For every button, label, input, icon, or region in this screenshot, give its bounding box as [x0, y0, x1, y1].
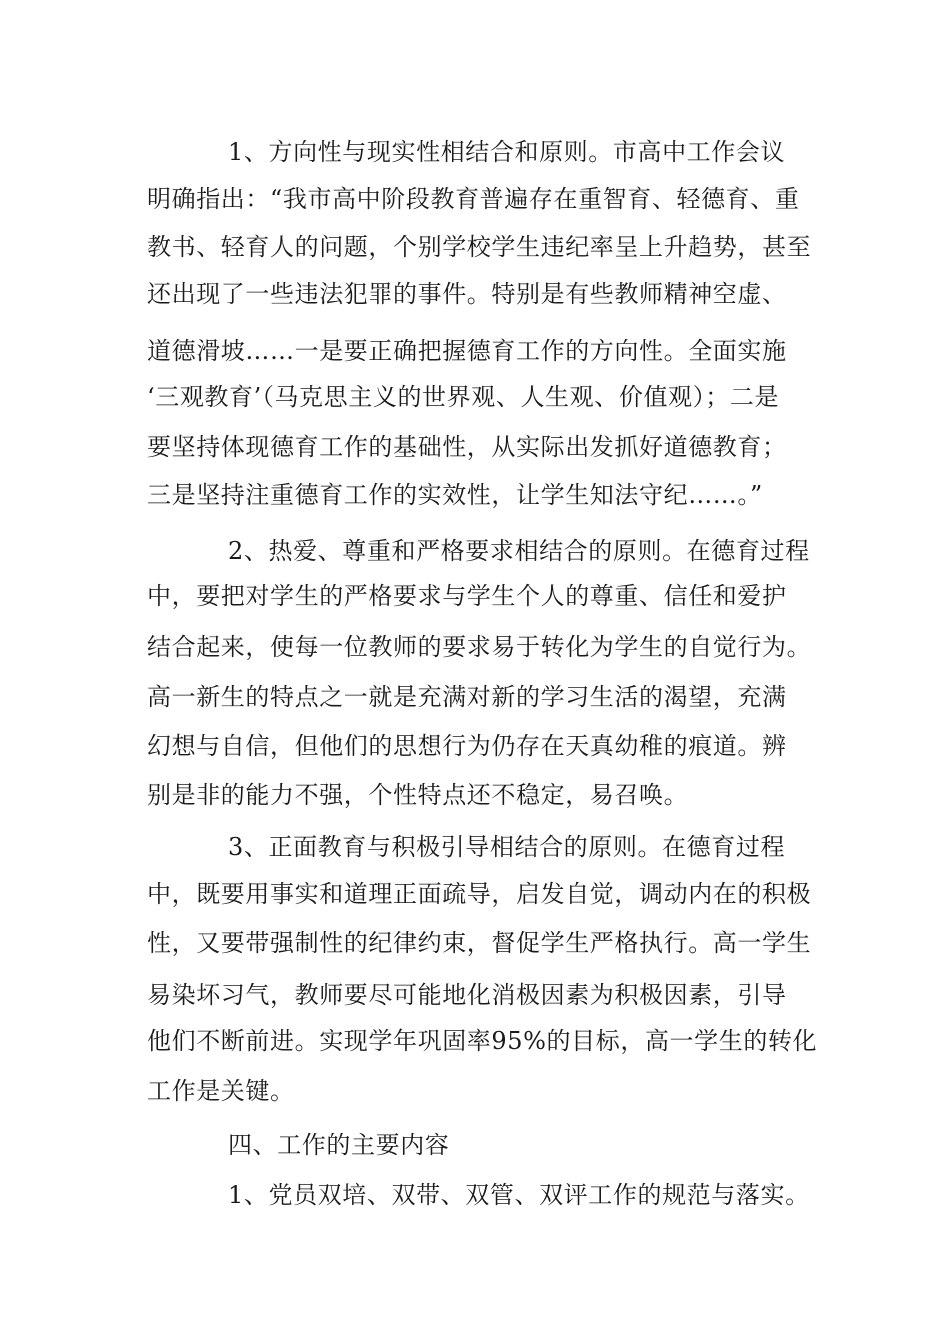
text-line: 他们不断前进。实现学年巩固率95%的目标，高一学生的转化: [147, 1027, 818, 1055]
text-line: 要坚持体现德育工作的基础性，从实际出发抓好道德教育；: [147, 433, 787, 461]
text-line: 中，既要用事实和道理正面疏导，启发自觉，调动内在的积极: [147, 880, 812, 908]
text-line: 别是非的能力不强，个性特点还不稳定，易召唤。: [147, 781, 689, 809]
text-line: 高一新生的特点之一就是充满对新的学习生活的渴望，充满: [147, 683, 787, 711]
text-line: 3、正面教育与积极引导相结合的原则。在德育过程: [228, 833, 786, 861]
text-line: 中，要把对学生的严格要求与学生个人的尊重、信任和爱护: [147, 582, 787, 610]
text-line: 教书、轻育人的问题，个别学校学生违纪率呈上升趋势，甚至: [147, 233, 812, 261]
text-line: 1、方向性与现实性相结合和原则。市高中工作会议: [228, 138, 786, 166]
section-heading: 四、工作的主要内容: [228, 1131, 450, 1159]
text-line: 性，又要带强制性的纪律约束，督促学生严格执行。高一学生: [147, 929, 812, 957]
text-line: 幻想与自信，但他们的思想行为仍存在天真幼稚的痕道。辨: [147, 732, 787, 760]
text-line: ‘三观教育’（马克思主义的世界观、人生观、价值观）；二是: [147, 383, 780, 411]
text-line: 还出现了一些违法犯罪的事件。特别是有些教师精神空虚、: [147, 280, 787, 308]
text-line: 明确指出：“我市高中阶段教育普遍存在重智育、轻德育、重: [147, 185, 800, 213]
text-line: 工作是关键。: [147, 1077, 295, 1105]
text-line: 三是坚持注重德育工作的实效性，让学生知法守纪……。”: [147, 481, 763, 509]
text-line: 2、热爱、尊重和严格要求相结合的原则。在德育过程: [228, 537, 810, 565]
text-line: 1、党员双培、双带、双管、双评工作的规范与落实。: [228, 1181, 810, 1209]
text-line: 道德滑坡……一是要正确把握德育工作的方向性。全面实施: [147, 337, 787, 365]
text-line: 结合起来，使每一位教师的要求易于转化为学生的自觉行为。: [147, 633, 812, 661]
text-line: 易染坏习气，教师要尽可能地化消极因素为积极因素，引导: [147, 981, 787, 1009]
